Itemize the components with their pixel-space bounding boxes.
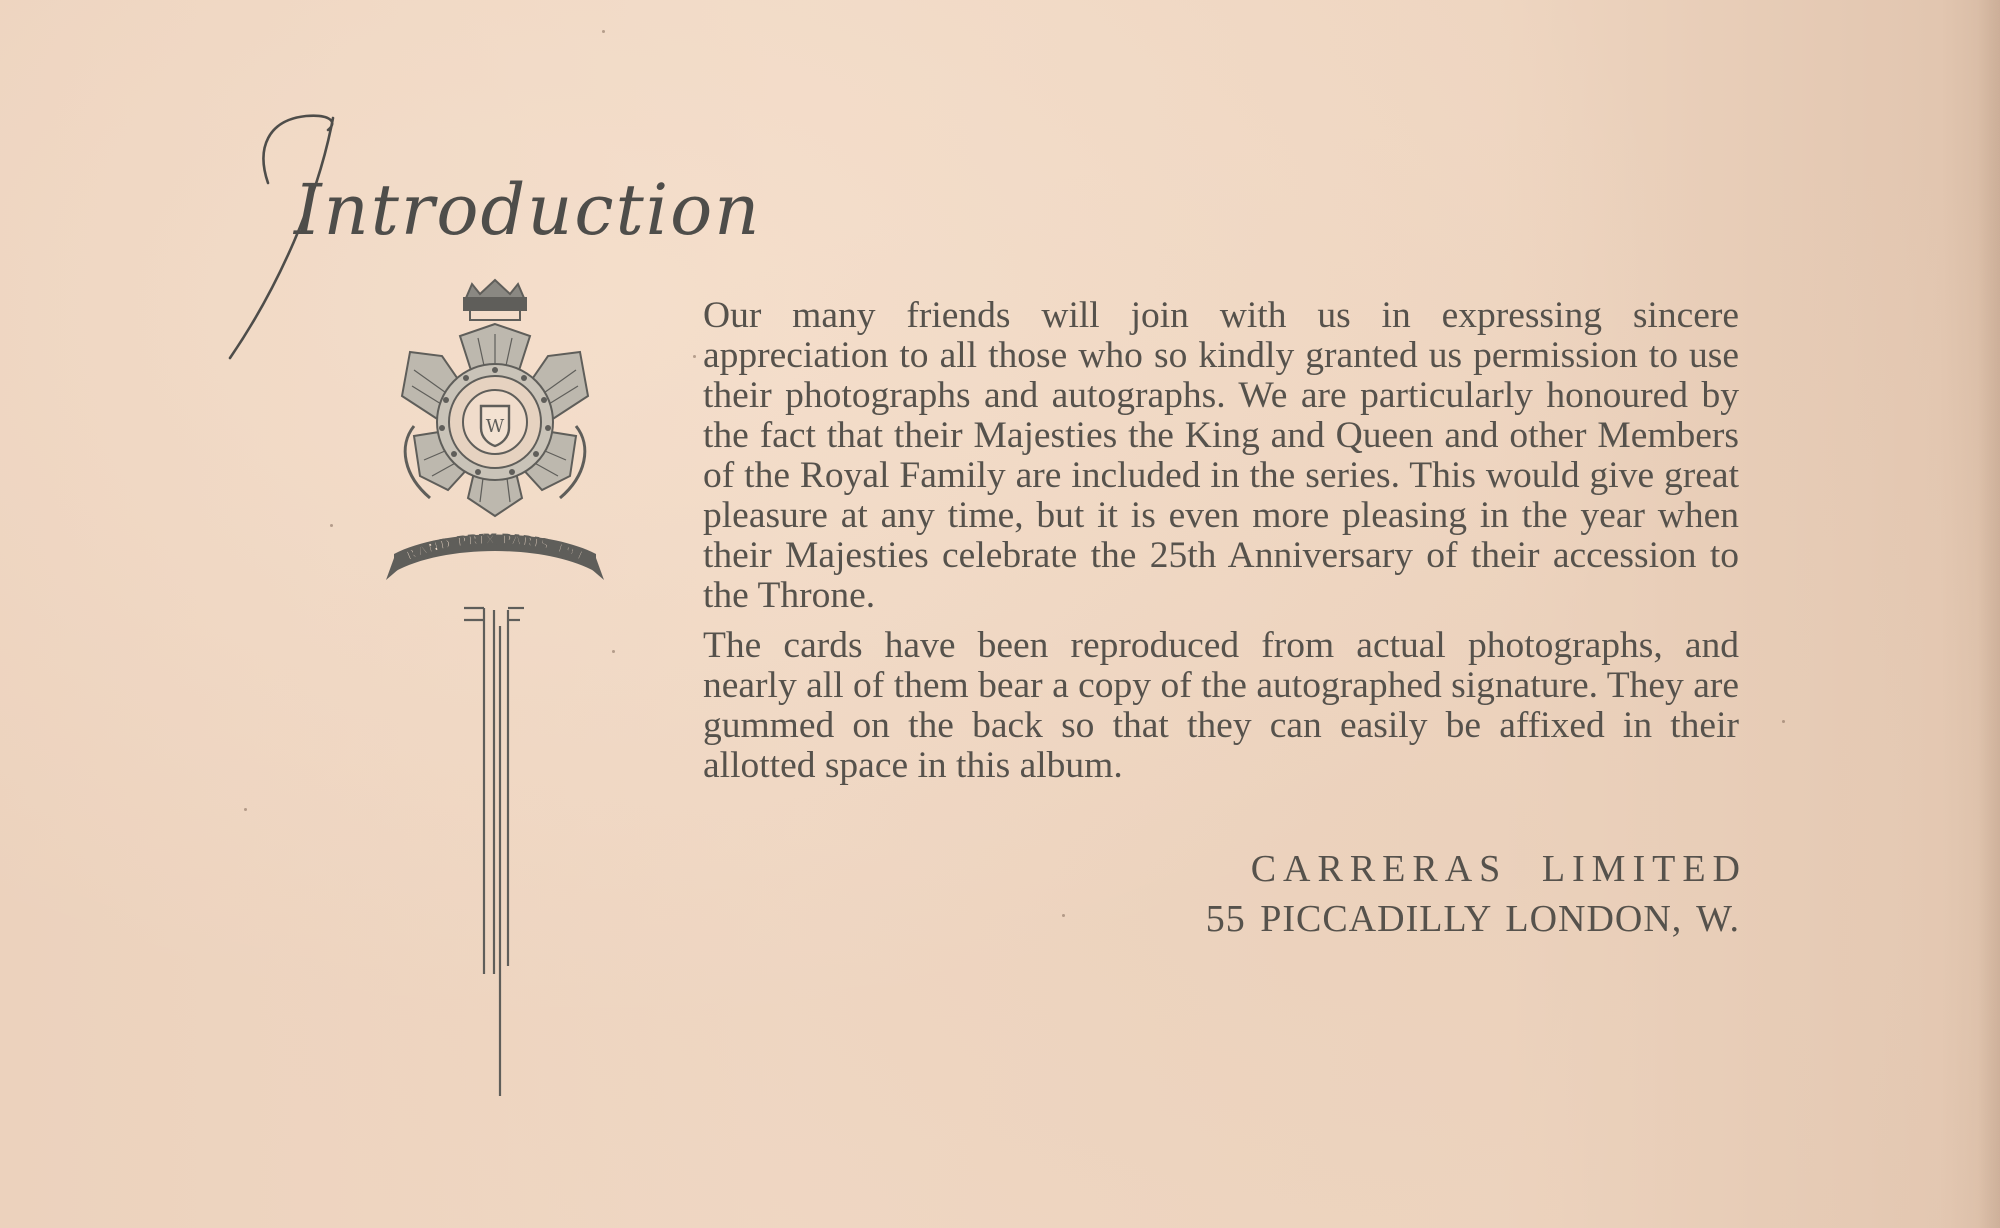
paper-speck bbox=[602, 30, 605, 33]
paper-speck bbox=[1782, 720, 1785, 723]
carreras-emblem bbox=[384, 276, 606, 586]
paper-speck bbox=[330, 524, 333, 527]
paper-speck bbox=[244, 808, 247, 811]
decorative-vertical-rule bbox=[456, 606, 526, 1098]
ribbon-label: RAND PRIX PARIS 191 bbox=[404, 532, 588, 566]
page-edge-shadow bbox=[1978, 0, 2000, 1228]
introduction-body bbox=[703, 296, 1739, 796]
heading-text: Introduction bbox=[294, 169, 762, 251]
paragraph: The cards have been reproduced from actual photographs, and nearly all of them bear a copy of the autographed signature. They are gummed on the back so that they can easily be affixed in their allotted space in this album. bbox=[703, 625, 1739, 786]
paper-speck bbox=[612, 650, 615, 653]
paper-speck bbox=[1062, 914, 1065, 917]
company-address: 55 PICCADILLY LONDON, W. bbox=[1205, 898, 1740, 940]
signature-block bbox=[1100, 844, 1747, 944]
company-name: CARRERAS LIMITED bbox=[1250, 848, 1747, 890]
paragraph: Our many friends will join with us in expressing sincere appreciation to all those who so kindly granted us permission to use their photographs and autographs. We are particularly honoured by the fact that their Majesties the King and Queen and other Members of the Royal Family are included in the series. This would give great pleasure at any time, but it is even more pleasing in the year when their Majesties celebrate the 25th Anniversary of their accession to the Throne. bbox=[703, 295, 1739, 616]
emblem-monogram: W bbox=[485, 416, 505, 437]
